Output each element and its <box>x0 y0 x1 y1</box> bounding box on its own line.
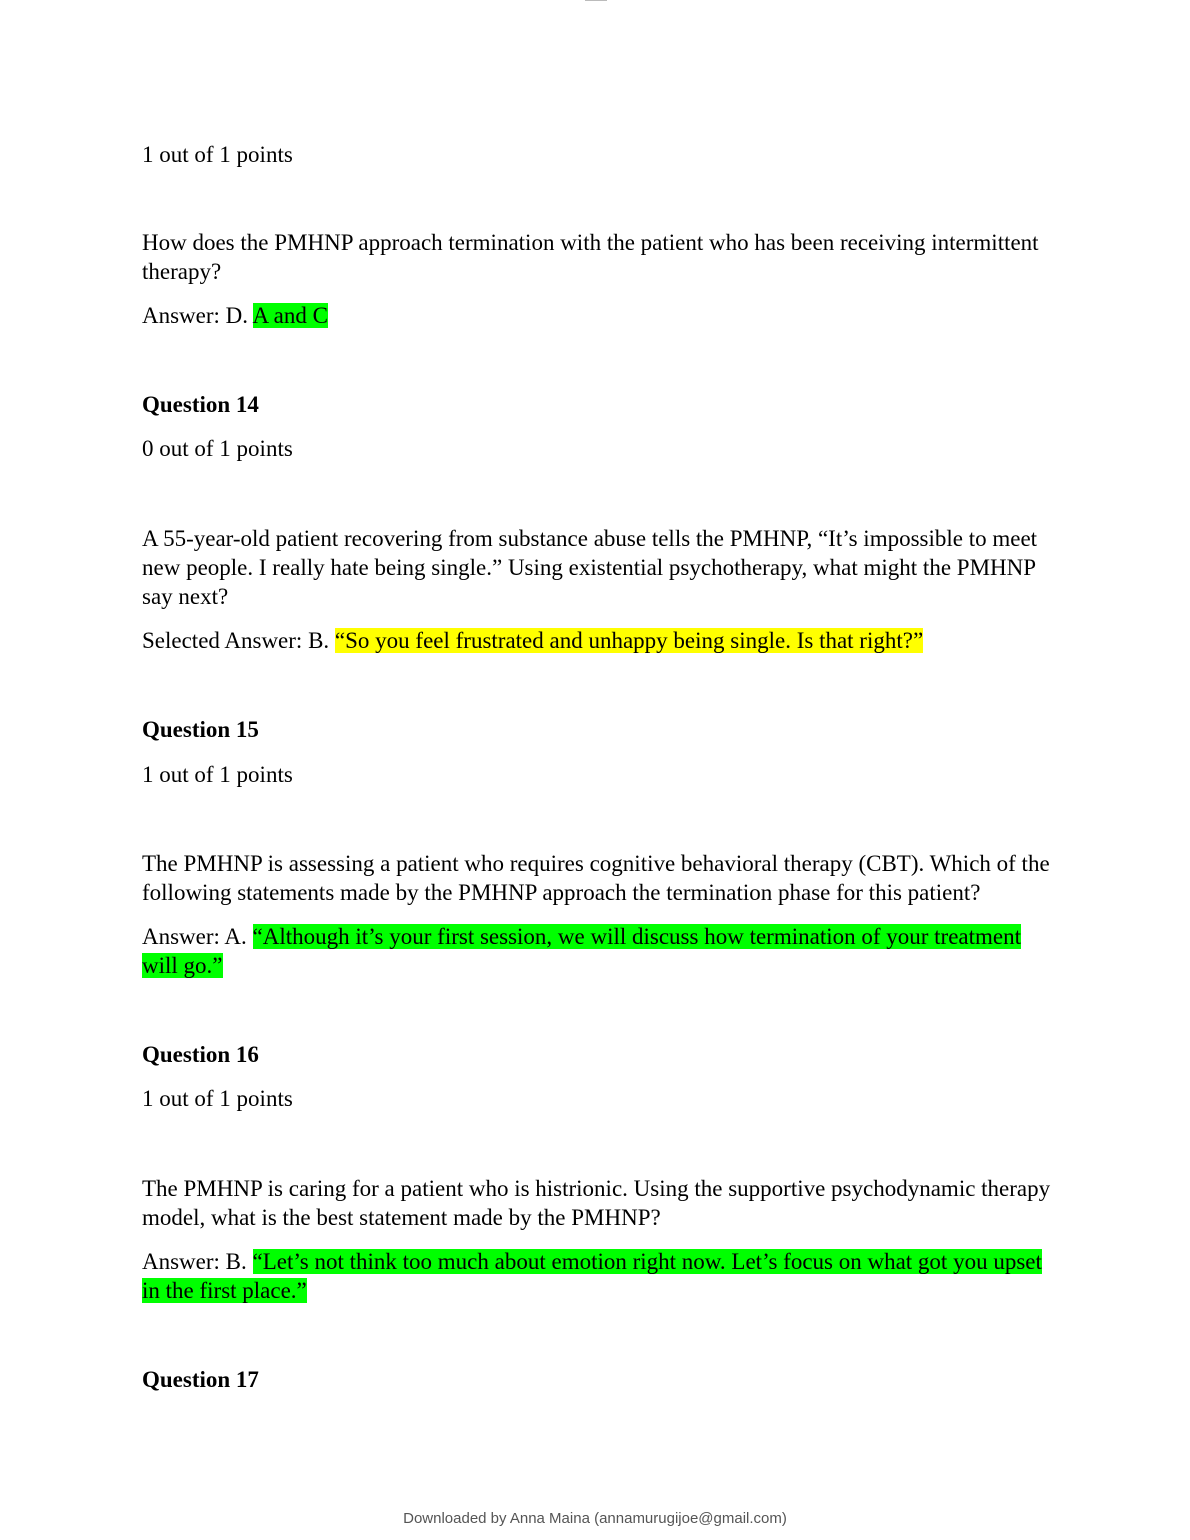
question-16-answer <box>142 1247 1062 1305</box>
question-16-heading: Question 16 <box>142 1042 259 1067</box>
question-13-answer <box>142 301 1062 330</box>
correct-answer-highlight: “Let’s not think too much about emotion right now. Let’s focus on what got you upset in the first place.” <box>142 1249 1042 1303</box>
question-16-text: The PMHNP is caring for a patient who is histrionic. Using the supportive psychodynamic therapy model, what is the best statement made by the PMHNP? <box>142 1176 1051 1230</box>
answer-prefix: Answer: A. <box>142 924 253 949</box>
question-14-text: A 55-year-old patient recovering from substance abuse tells the PMHNP, “It’s impossible to meet new people. I really hate being single.” Using existential psychotherapy, what might the PMHNP say next? <box>142 526 1038 609</box>
correct-answer-highlight: “Although it’s your first session, we will discuss how termination of your treatment will go.” <box>142 924 1022 978</box>
question-14-heading: Question 14 <box>142 392 259 417</box>
document-body <box>142 140 1062 1394</box>
question-14-answer <box>142 626 1062 655</box>
answer-prefix: Answer: B. <box>142 1249 253 1274</box>
answer-prefix: Answer: D. <box>142 303 253 328</box>
question-15-answer <box>142 922 1062 980</box>
question-14-points: 0 out of 1 points <box>142 436 293 461</box>
download-footer: Downloaded by Anna Maina (annamurugijoe@gmail.com) <box>403 1510 787 1527</box>
question-15-points: 1 out of 1 points <box>142 762 293 787</box>
answer-prefix: Selected Answer: B. <box>142 628 335 653</box>
question-13-text: How does the PMHNP approach termination with the patient who has been receiving intermittent therapy? <box>142 230 1039 284</box>
question-13-points: 1 out of 1 points <box>142 142 293 167</box>
top-page-mark <box>585 0 607 4</box>
question-15-heading: Question 15 <box>142 717 259 742</box>
question-16-points: 1 out of 1 points <box>142 1086 293 1111</box>
question-15-text: The PMHNP is assessing a patient who requires cognitive behavioral therapy (CBT). Which of the following statements made by the PMHNP approach the termination phase for this patient? <box>142 851 1050 905</box>
correct-answer-highlight: A and C <box>252 303 328 328</box>
selected-answer-highlight: “So you feel frustrated and unhappy being single. Is that right?” <box>334 628 924 653</box>
question-17-heading: Question 17 <box>142 1367 259 1392</box>
